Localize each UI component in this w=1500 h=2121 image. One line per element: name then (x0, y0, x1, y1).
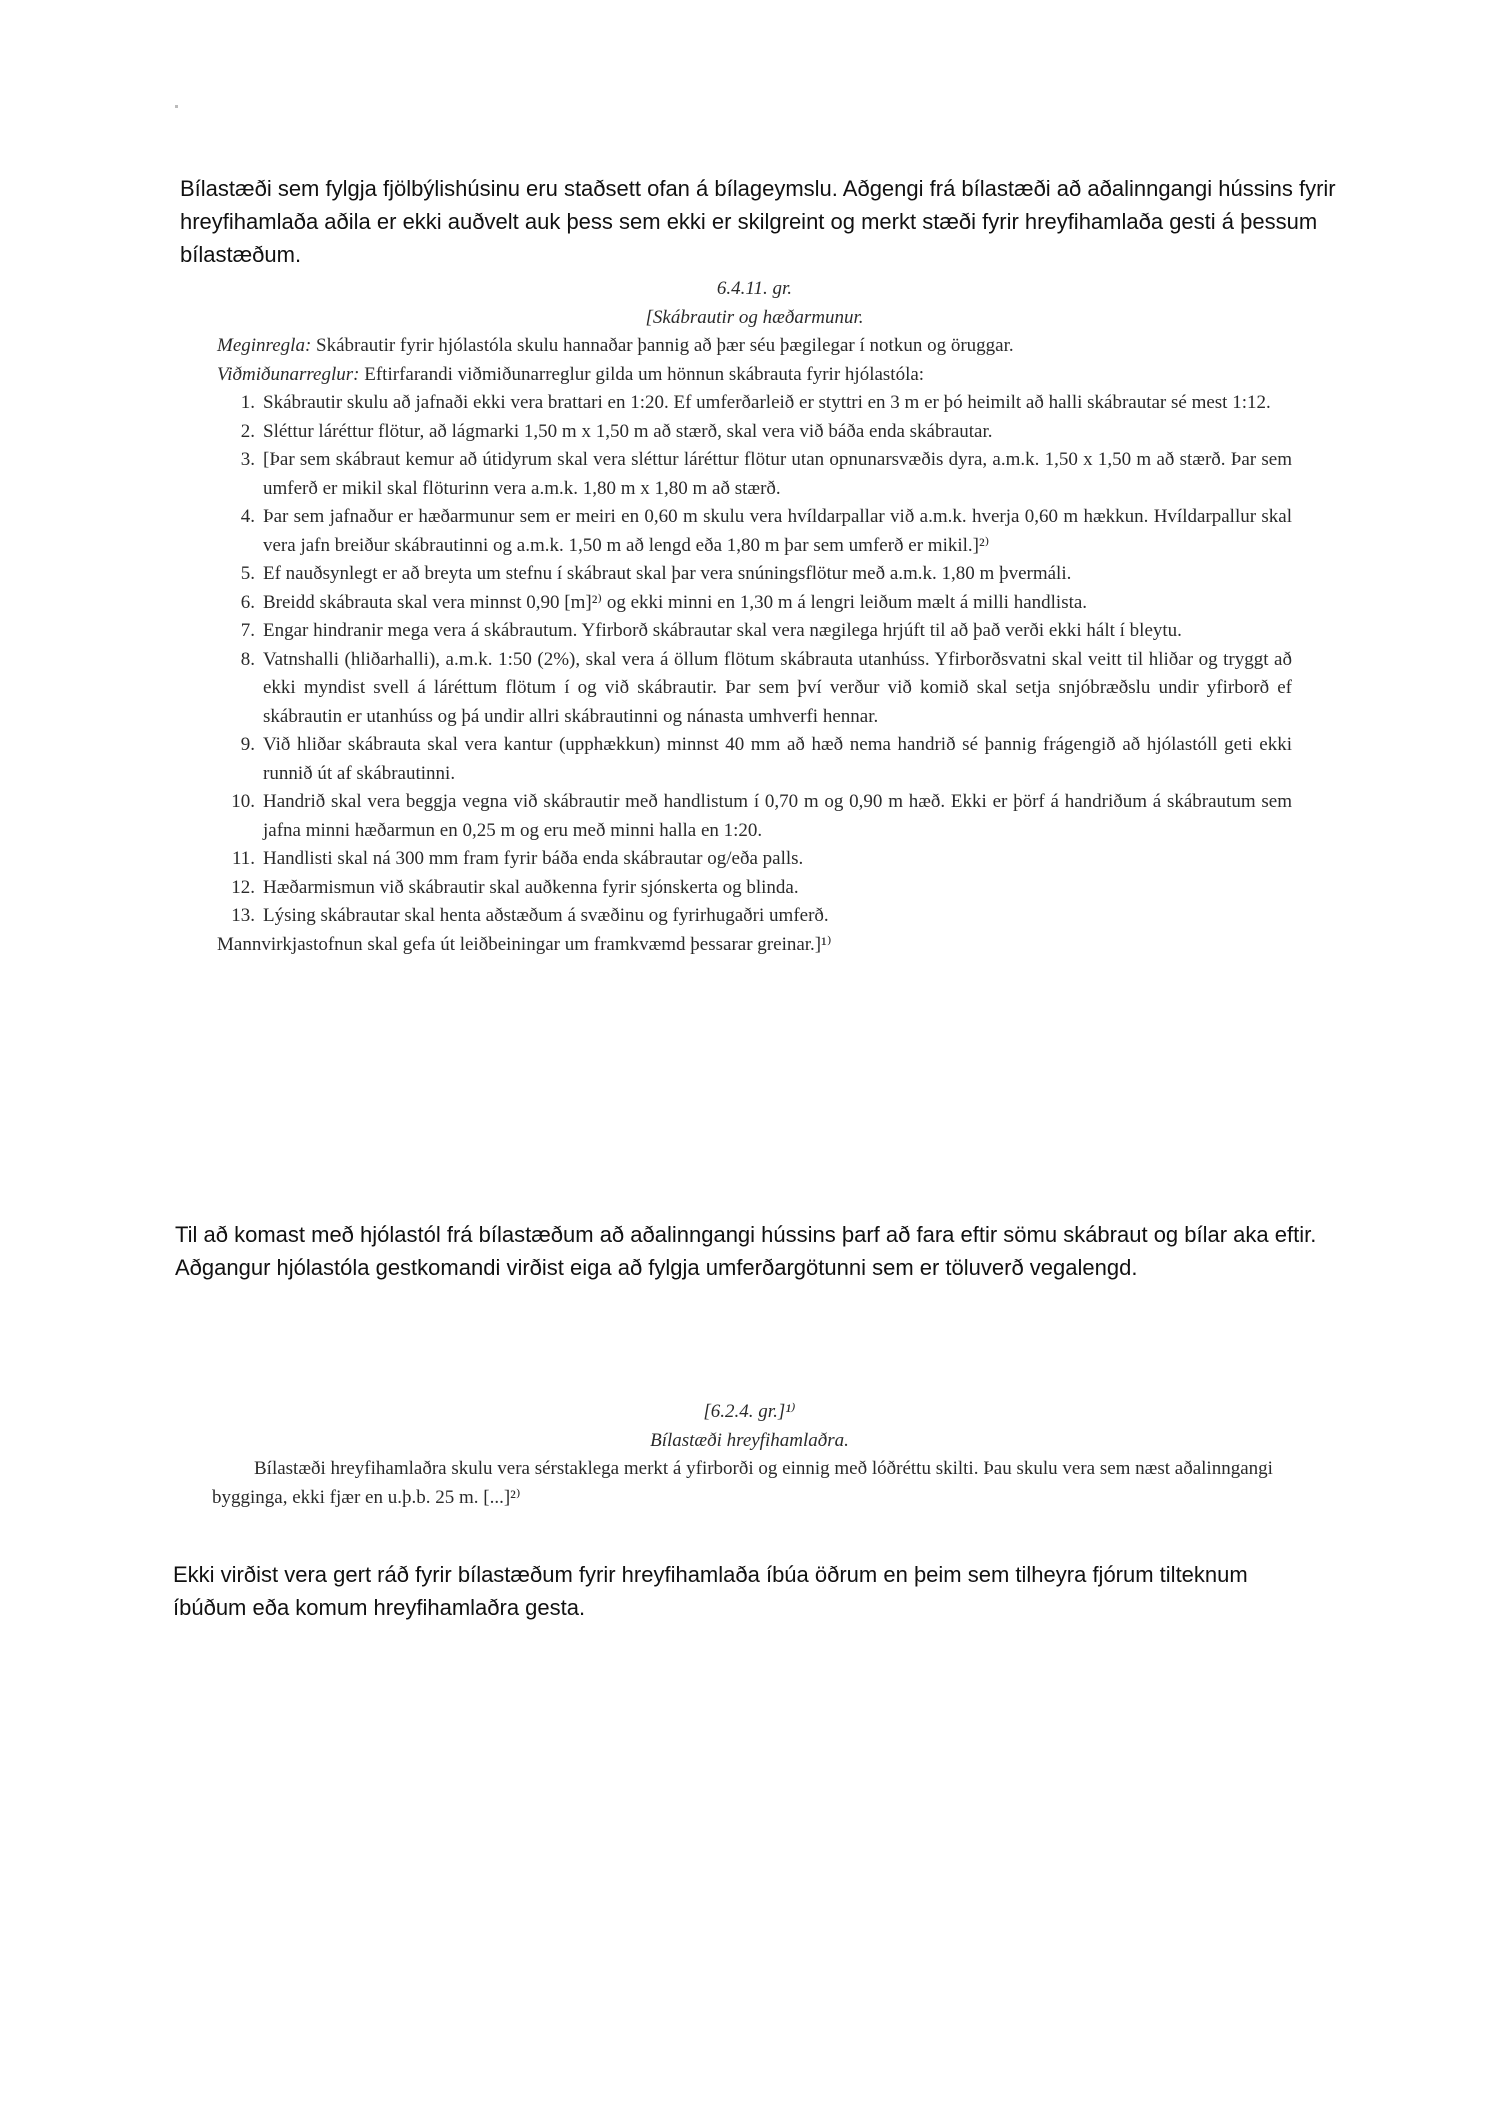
criteria-text: Eftirfarandi viðmiðunarreglur gilda um hönnun skábrauta fyrir hjólastóla: (359, 363, 925, 385)
criteria-intro (217, 361, 1292, 390)
scan-mark (175, 105, 178, 108)
item-text: Lýsing skábrautar skal henta aðstæðum á svæðinu og fyrirhugaðri umferð. (263, 905, 829, 926)
item-number: 2. (240, 420, 255, 442)
article-heading: [Skábrautir og hæðarmunur. (645, 306, 864, 328)
item-text: Ef nauðsynlegt er að breyta um stefnu í skábraut skal þar vera snúningsflötur með a.m.k. 1,80 m þvermáli. (263, 563, 1072, 584)
list-item (217, 788, 1292, 845)
item-text: Við hliðar skábrauta skal vera kantur (upphækkun) minnst 40 mm að hæð nema handrið sé þannig frágengið að hjólastóll geti ekki runnið út af skábrautinni. (263, 734, 1292, 784)
final-paragraph: Ekki virðist vera gert ráð fyrir bílastæðum fyrir hreyfihamlaða íbúa öðrum en þeim sem tilheyra fjórum tilteknum íbúðum eða komum hreyfihamlaðra gesta. (173, 1562, 1248, 1620)
item-number: 10. (231, 791, 255, 812)
item-number: 8. (240, 648, 255, 670)
list-item (217, 731, 1292, 788)
item-text: Hæðarmismun við skábrautir skal auðkenna fyrir sjónskerta og blinda. (263, 876, 799, 898)
regulation-excerpt-parking (212, 1398, 1287, 1512)
list-item (217, 503, 1292, 560)
item-number: 11. (231, 848, 255, 869)
article-text: Bílastæði hreyfihamlaðra skulu vera sérstaklega merkt á yfirborði og einnig með lóðréttu skilti. Þau skulu vera sem næst aðalinngangi bygginga, ekki fjær en u.þ.b. 25 m. [...]²⁾ (212, 1458, 1273, 1508)
middle-paragraph: Til að komast með hjólastól frá bílastæðum að aðalinngangi hússins þarf að fara eftir sömu skábraut og bílar aka eftir. Aðgangur hjólastóla gestkomandi virðist eiga að fylgja umferðargötunni sem er töluverð vegalengd. (175, 1222, 1317, 1280)
item-text: Þar sem jafnaður er hæðarmunur sem er meiri en 0,60 m skulu vera hvíldarpallar við a.m.k. hverja 0,60 m hækkun. Hvíldarpallur skal vera jafn breiður skábrautinni og a.m.k. 1,50 m að lengd eða 1,80 m þar sem umferð er mikil.]²⁾ (263, 506, 1292, 556)
list-item (217, 617, 1292, 646)
regulation-excerpt-ramps (217, 275, 1292, 959)
list-item (217, 560, 1292, 589)
item-number: 13. (231, 905, 255, 926)
item-text: Engar hindranir mega vera á skábrautum. Yfirborð skábrautar skal vera nægilega hrjúft til að það verði ekki hált í bleytu. (263, 620, 1182, 641)
article-number: [6.2.4. gr.]¹⁾ (703, 1401, 796, 1422)
main-rule (217, 332, 1292, 361)
item-text: Skábrautir skulu að jafnaði ekki vera brattari en 1:20. Ef umferðarleið er styttri en 3 m er þó heimilt að halli skábrautar sé mest 1:12. (263, 392, 1271, 413)
list-item (217, 418, 1292, 447)
item-number: 3. (240, 449, 255, 470)
list-item (217, 589, 1292, 618)
item-number: 7. (240, 620, 255, 641)
article-number: 6.4.11. gr. (716, 278, 793, 299)
item-text: Handlisti skal ná 300 mm fram fyrir báða enda skábrautar og/eða palls. (263, 848, 804, 869)
item-text: Handrið skal vera beggja vegna við skábrautir með handlistum í 0,70 m og 0,90 m hæð. Ekki er þörf á handriðum á skábrautum sem jafna minni hæðarmun en 0,25 m og eru með minni halla en 1:20. (263, 791, 1292, 841)
item-text: Sléttur láréttur flötur, að lágmarki 1,50 m x 1,50 m að stærð, skal vera við báða enda skábrautar. (263, 420, 993, 442)
closing-note: Mannvirkjastofnun skal gefa út leiðbeiningar um framkvæmd þessarar greinar.]¹⁾ (217, 933, 832, 955)
criteria-list (217, 389, 1292, 931)
item-number: 1. (240, 392, 255, 413)
item-number: 4. (240, 506, 255, 527)
item-number: 9. (240, 734, 255, 755)
list-item (217, 446, 1292, 503)
list-item (217, 902, 1292, 931)
item-number: 12. (231, 876, 255, 898)
article-heading: Bílastæði hreyfihamlaðra. (650, 1429, 849, 1451)
intro-paragraph: Bílastæði sem fylgja fjölbýlishúsinu eru staðsett ofan á bílageymslu. Aðgengi frá bílastæði að aðalinngangi hússins fyrir hreyfihamlaða aðila er ekki auðvelt auk þess sem ekki er skilgreint og merkt stæði fyrir hreyfihamlaða gesti á þessum bílastæðum. (180, 176, 1336, 267)
item-number: 5. (240, 563, 255, 584)
item-text: Vatnshalli (hliðarhalli), a.m.k. 1:50 (2%), skal vera á öllum flötum skábrauta utanhúss. Yfirborðsvatni skal veitt til hliðar og tryggt að ekki myndist svell á láréttum flötum í og við skábrautir. Þar sem því verður við komið skal setja snjóbræðslu undir yfirborð ef skábrautin er utanhúss og þá undir allri skábrautinni og nánasta umhverfi hennar. (263, 648, 1292, 727)
item-number: 6. (240, 591, 255, 613)
list-item (217, 845, 1292, 874)
criteria-label: Viðmiðunarreglur: (217, 363, 360, 385)
list-item (217, 646, 1292, 732)
list-item (217, 389, 1292, 418)
item-text: [Þar sem skábraut kemur að útidyrum skal vera sléttur láréttur flötur utan opnunarsvæðis dyra, a.m.k. 1,50 x 1,50 m að stærð. Þar sem umferð er mikil skal flöturinn vera a.m.k. 1,80 m x 1,80 m að stærð. (263, 449, 1292, 499)
item-text: Breidd skábrauta skal vera minnst 0,90 [m]²⁾ og ekki minni en 1,30 m á lengri leiðum mælt á milli handlista. (263, 591, 1088, 613)
main-rule-text: Skábrautir fyrir hjólastóla skulu hannaðar þannig að þær séu þægilegar í notkun og öruggar. (311, 335, 1014, 356)
list-item (217, 874, 1292, 903)
main-rule-label: Meginregla: (217, 335, 312, 356)
